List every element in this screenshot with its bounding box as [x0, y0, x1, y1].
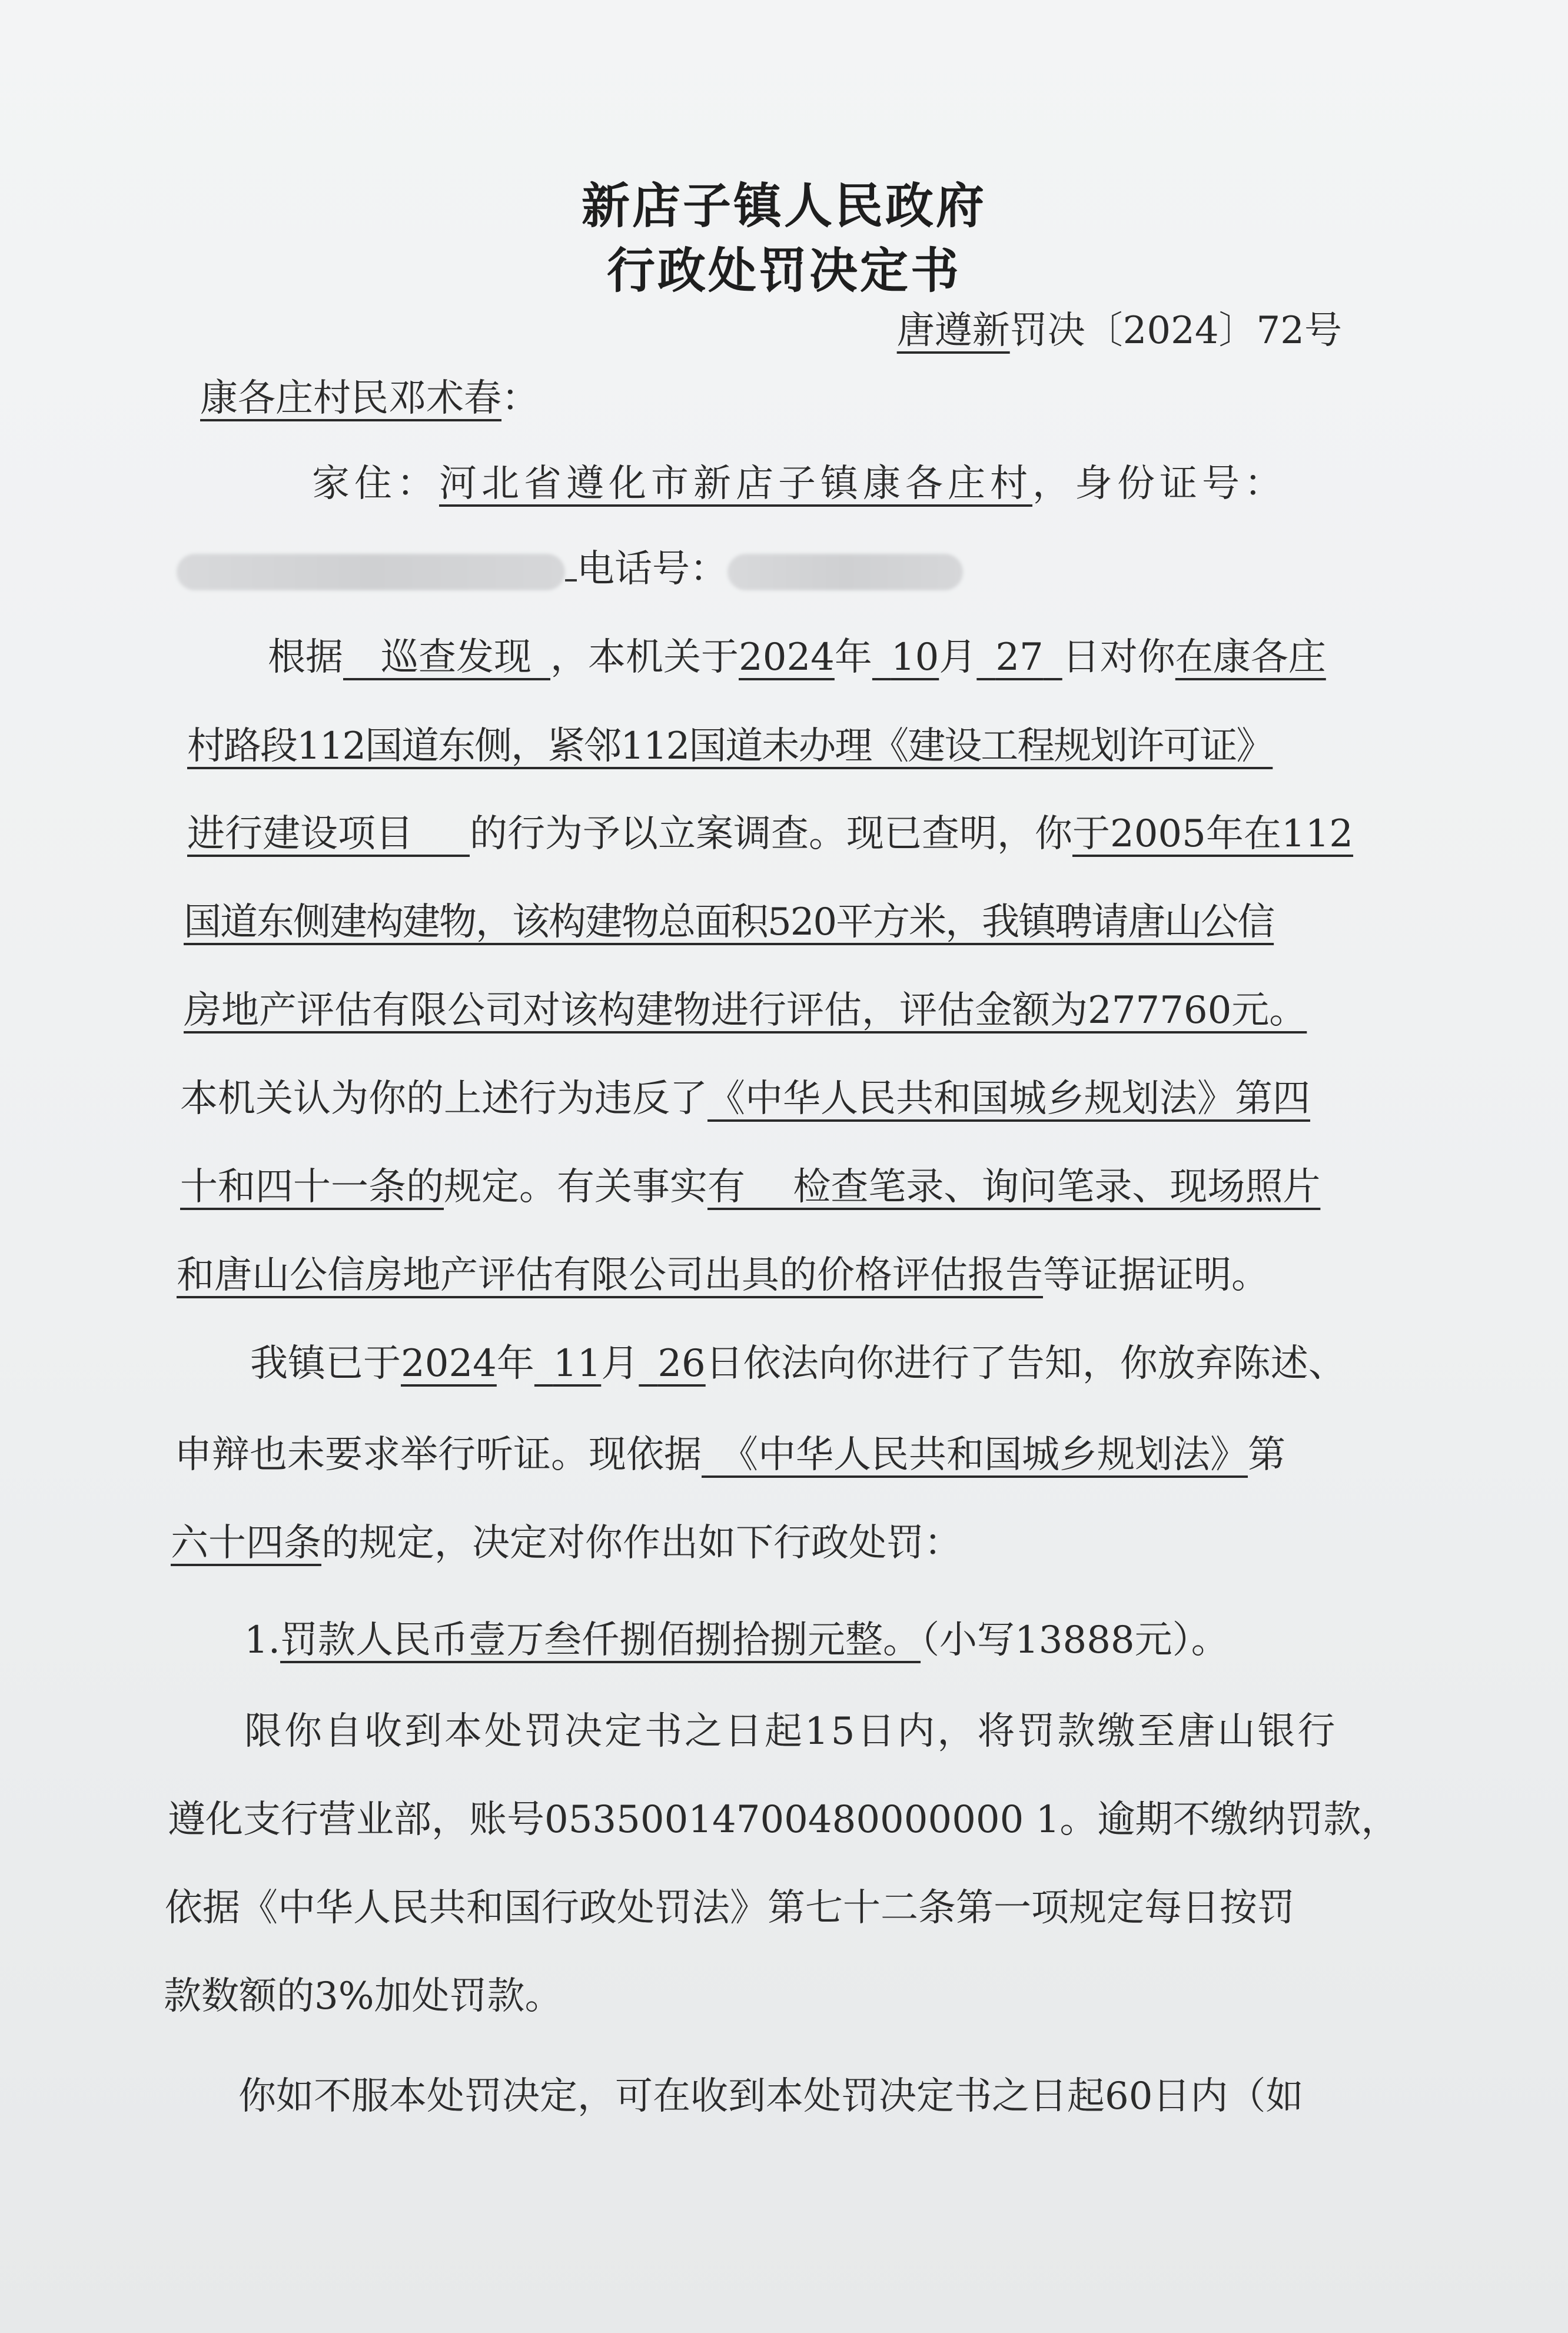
basis-law [702, 1433, 1248, 1477]
notice-month-text: 11 [553, 1342, 602, 1385]
text: 日对你 [1062, 636, 1175, 679]
para1-line1 [268, 636, 1326, 679]
case-day [976, 636, 1062, 679]
case-month [872, 636, 939, 679]
notice-year: 2024 [401, 1342, 497, 1385]
basis-article: 六十四条 [171, 1521, 321, 1565]
home-label: 家住： [312, 462, 439, 506]
text: ，本机关于 [550, 636, 739, 679]
para1-line5 [184, 989, 1307, 1032]
para4-line2: 遵化支行营业部，账号05350014700480000000 1。逾期不缴纳罚款， [168, 1798, 1399, 1842]
id-underline [565, 579, 577, 581]
fine-amount-figures: （小写13888元）。 [921, 1619, 1229, 1662]
para2-line1 [250, 1342, 1346, 1385]
id-label: ，身份证号： [1032, 462, 1287, 506]
text: 根据 [268, 636, 343, 679]
addressee-colon: ： [501, 377, 539, 420]
text: 年 [834, 636, 872, 679]
case-day-text: 27 [995, 636, 1044, 679]
doc-title-issuer: 新店子镇人民政府 [581, 178, 986, 234]
para4-line1: 限你自收到本处罚决定书之日起15日内，将罚款缴至唐山银行 [244, 1710, 1338, 1753]
appraisal-text: 房地产评估有限公司对该构建物进行评估，评估金额为277760元。 [184, 989, 1307, 1032]
text: 月 [601, 1342, 639, 1385]
para5-line1: 你如不服本处罚决定，可在收到本处罚决定书之日起60日内（如 [238, 2075, 1304, 2118]
text: 的规定，决定对你作出如下行政处罚： [321, 1521, 962, 1565]
case-year: 2024 [739, 636, 835, 679]
evidence-list-cont: 和唐山公信房地产评估有限公司出具的价格评估报告 [177, 1254, 1043, 1297]
violation-act-text: 进行建设项目 [187, 812, 413, 856]
para1-line2: 村路段112国道东侧，紧邻112国道未办理《建设工程规划许可证》 [187, 725, 1273, 768]
addressee-line [200, 377, 539, 420]
text: 第 [1248, 1433, 1285, 1477]
phone-label: 电话号： [577, 547, 727, 591]
item-number: 1. [244, 1619, 281, 1662]
address-line [312, 462, 1287, 506]
fine-amount-words: 罚款人民币壹万叁仟捌佰捌拾捌元整。 [280, 1619, 921, 1662]
text: 规定。有关事实 [444, 1165, 707, 1209]
redacted-id-number [177, 554, 565, 590]
notice-month [534, 1342, 601, 1385]
violation-location: 在康各庄 [1175, 636, 1326, 679]
violation-act [187, 812, 470, 856]
doc-number-prefix: 唐遵新 [896, 309, 1010, 353]
doc-number-rest: 罚决〔2024〕72号 [1009, 309, 1342, 353]
para4-line4: 款数额的3%加处罚款。 [164, 1975, 563, 2018]
text: 月 [939, 636, 977, 679]
text: 我镇已于 [250, 1342, 401, 1385]
id-phone-line [177, 547, 963, 591]
text: 的行为予以立案调查。现已查明，你 [470, 812, 1072, 856]
violated-articles: 十和四十一条的 [180, 1165, 444, 1209]
penalty-item-1 [244, 1619, 1229, 1662]
home-address: 河北省遵化市新店子镇康各庄村 [439, 462, 1032, 506]
para1-line8 [177, 1254, 1269, 1297]
finding-text: 于2005年在112 [1072, 812, 1354, 856]
doc-title-type: 行政处罚决定书 [606, 242, 961, 299]
para1-line3 [187, 812, 1354, 856]
notice-day [639, 1342, 705, 1385]
doc-number [848, 309, 1342, 353]
notice-day-text: 26 [657, 1342, 706, 1385]
case-month-text: 10 [891, 636, 939, 679]
evidence-list: 有 检查笔录、询问笔录、现场照片 [707, 1165, 1321, 1209]
para2-line3 [171, 1521, 962, 1565]
violated-law: 《中华人民共和国城乡规划法》第四 [707, 1077, 1310, 1121]
para4-line3: 依据《中华人民共和国行政处罚法》第七十二条第一项规定每日按罚 [165, 1886, 1295, 1930]
case-source [343, 636, 550, 679]
basis-law-text: 《中华人民共和国城乡规划法》 [720, 1433, 1248, 1477]
para2-line2 [174, 1433, 1285, 1477]
redacted-phone-number [727, 554, 963, 590]
para1-line6 [180, 1077, 1310, 1121]
text: 本机关认为你的上述行为违反了 [180, 1077, 707, 1121]
text: 申辩也未要求举行听证。现依据 [174, 1433, 702, 1477]
text: 等证据证明。 [1043, 1254, 1269, 1297]
addressee: 康各庄村民邓术春 [200, 377, 501, 420]
para1-line7 [180, 1165, 1321, 1209]
text: 年 [496, 1342, 534, 1385]
case-source-text: 巡查发现 [381, 636, 531, 679]
text: 日依法向你进行了告知，你放弃陈述、 [705, 1342, 1346, 1385]
para1-line4: 国道东侧建构建物，该构建物总面积520平方米，我镇聘请唐山公信 [184, 900, 1274, 944]
